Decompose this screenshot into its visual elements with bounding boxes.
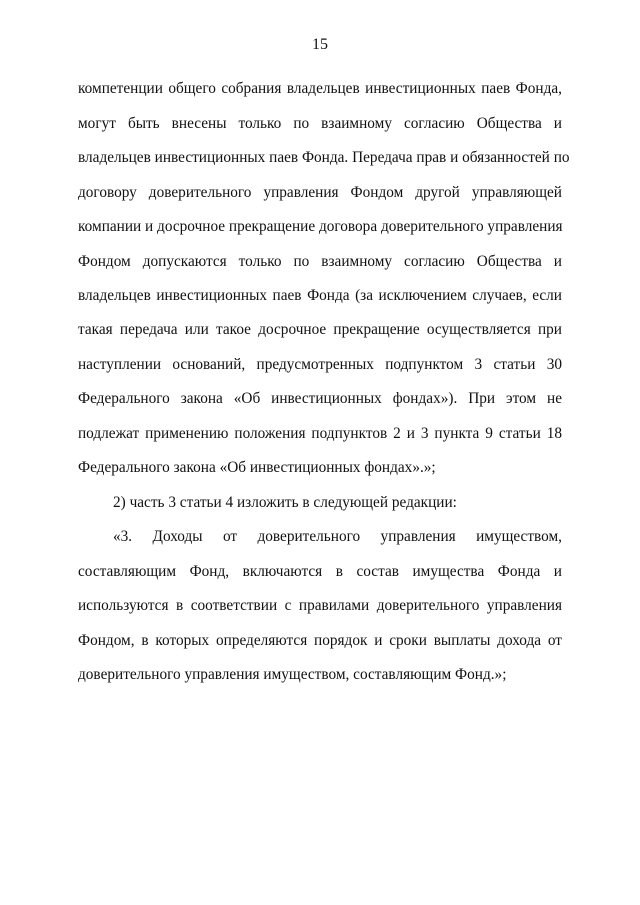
text-line: компетенции общего собрания владельцев инвестиционных паев Фонда, [78, 80, 562, 97]
text-line: Фондом, в которых определяются порядок и сроки выплаты дохода от [78, 632, 562, 649]
text-line: такая передача или такое досрочное прекращение осуществляется при [78, 321, 562, 338]
text-line: компании и досрочное прекращение договора доверительного управления [78, 218, 563, 235]
text-line: Фондом допускаются только по взаимному согласию Общества и [78, 253, 562, 270]
text-line: владельцев инвестиционных паев Фонда (за исключением случаев, если [78, 287, 562, 304]
text-line: доверительного управления имуществом, составляющим Фонд.»; [78, 666, 507, 683]
text-line: Федерального закона «Об инвестиционных фондах»). При этом не [78, 390, 562, 407]
text-line: наступлении оснований, предусмотренных подпунктом 3 статьи 30 [78, 356, 562, 373]
list-item-heading: 2) часть 3 статьи 4 изложить в следующей редакции: [113, 494, 457, 511]
text-line: договору доверительного управления Фондом другой управляющей [78, 184, 562, 201]
text-line: подлежат применению положения подпунктов 2 и 3 пункта 9 статьи 18 [78, 425, 562, 442]
text-line: Федерального закона «Об инвестиционных фондах».»; [78, 459, 436, 476]
text-line: «3. Доходы от доверительного управления имуществом, [113, 528, 562, 545]
page-number: 15 [312, 36, 328, 53]
text-line: владельцев инвестиционных паев Фонда. Передача прав и обязанностей по [78, 149, 570, 166]
text-line: могут быть внесены только по взаимному согласию Общества и [78, 115, 562, 132]
text-line: используются в соответствии с правилами доверительного управления [78, 597, 562, 614]
text-line: составляющим Фонд, включаются в состав имущества Фонда и [78, 563, 562, 580]
